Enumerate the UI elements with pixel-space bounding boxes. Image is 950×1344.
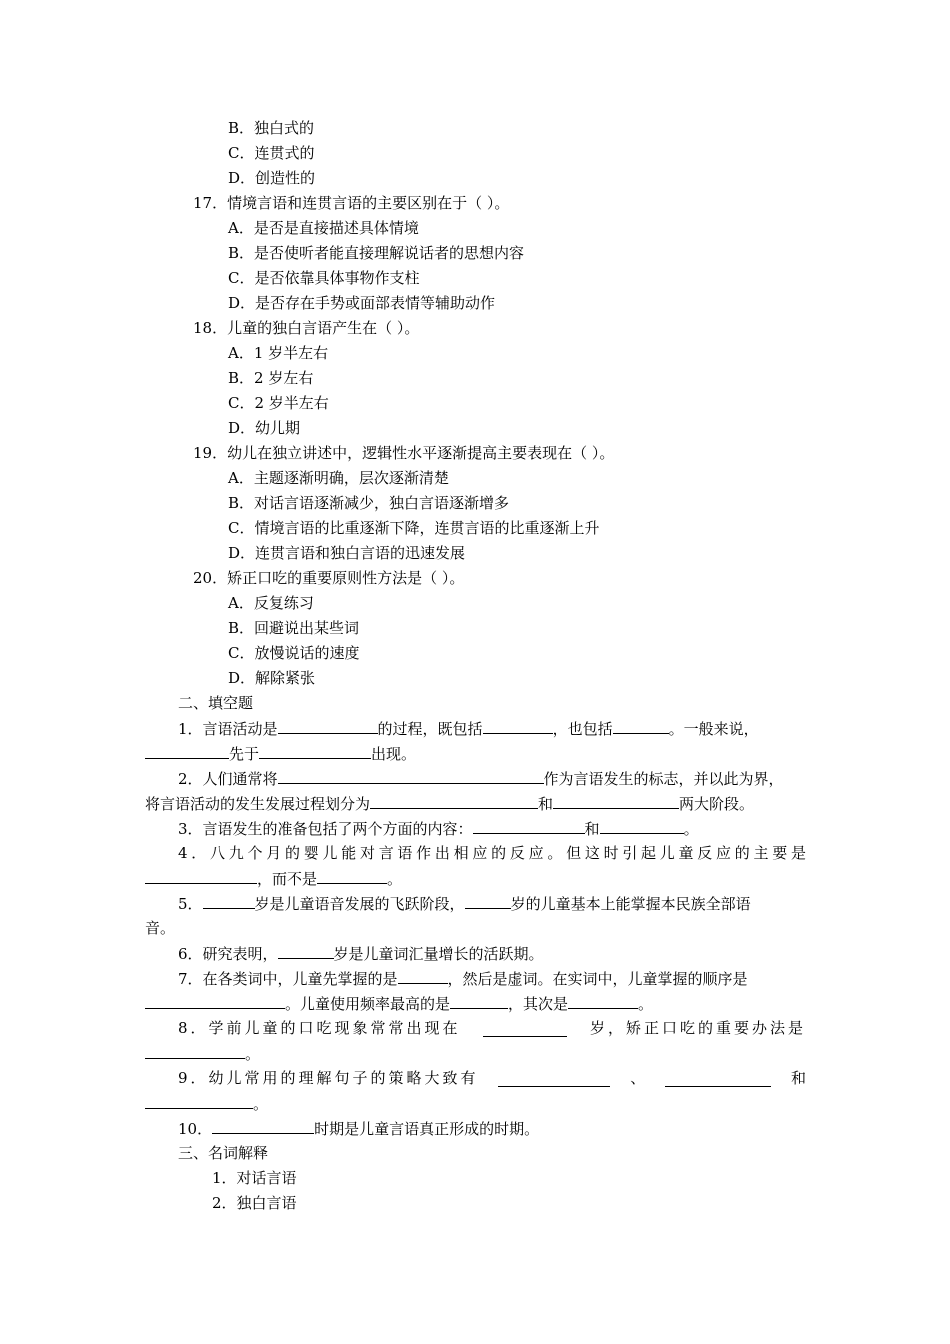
q17-stem: 17．情境言语和连贯言语的主要区别在于（ ）。	[193, 194, 510, 212]
fill-4-line-1: 4．八九个月的婴儿能对言语作出相应的反应。但这时引起儿童反应的主要是	[178, 844, 806, 862]
q20-stem: 20．矫正口吃的重要原则性方法是（ ）。	[193, 569, 465, 587]
q18-option-a: A．1 岁半左右	[228, 344, 329, 362]
fill-2-line-1: 2．人们通常将 作为言语发生的标志，并以此为界，	[178, 766, 784, 792]
q20-option-b: B．回避说出某些词	[228, 619, 360, 637]
fill-1-blank-5[interactable]	[259, 741, 371, 759]
fill-1-blank-3[interactable]	[613, 716, 669, 734]
fill-9-blank-3[interactable]	[145, 1091, 253, 1109]
term-1: 1．对话言语	[212, 1169, 297, 1187]
fill-8-blank-1[interactable]	[483, 1019, 567, 1037]
fill-1-line-2: 先于 出现。	[145, 741, 416, 767]
fill-7-line-1: 7．在各类词中，儿童先掌握的是 ，然后是虚词。在实词中，儿童掌握的顺序是	[178, 966, 748, 992]
fill-4-blank-1[interactable]	[145, 866, 257, 884]
fill-3-blank-2[interactable]	[600, 816, 684, 834]
q16-option-c: C．连贯式的	[228, 144, 315, 162]
fill-2-blank-1[interactable]	[278, 766, 544, 784]
q18-option-d: D．幼儿期	[228, 419, 301, 437]
q16-option-b: B．独白式的	[228, 119, 315, 137]
fill-5-blank-1[interactable]	[203, 891, 255, 909]
q19-option-a: A．主题逐渐明确，层次逐渐清楚	[228, 469, 449, 487]
q16-option-d: D．创造性的	[228, 169, 316, 187]
fill-8-line-2: 。	[145, 1041, 260, 1067]
q19-option-c: C．情境言语的比重逐渐下降，连贯言语的比重逐渐上升	[228, 519, 600, 537]
q19-stem: 19．幼儿在独立讲述中，逻辑性水平逐渐提高主要表现在（ ）。	[193, 444, 615, 462]
q18-stem: 18．儿童的独白言语产生在（ ）。	[193, 319, 420, 337]
fill-1-line-1: 1．言语活动是 的过程，既包括 ，也包括 。一般来说，	[178, 716, 759, 742]
q17-option-d: D．是否存在手势或面部表情等辅助动作	[228, 294, 496, 312]
fill-4-line-2: ，而不是 。	[145, 866, 402, 892]
fill-9-blank-1[interactable]	[498, 1069, 610, 1087]
q18-option-b: B．2 岁左右	[228, 369, 314, 387]
q17-option-c: C．是否依靠具体事物作支柱	[228, 269, 420, 287]
fill-9-blank-2[interactable]	[665, 1069, 771, 1087]
fill-2-blank-2[interactable]	[370, 791, 538, 809]
fill-7-blank-3[interactable]	[450, 991, 508, 1009]
fill-5-line-1: 5． 岁是儿童语音发展的飞跃阶段， 岁的儿童基本上能掌握本民族全部语	[178, 891, 751, 917]
fill-7-blank-2[interactable]	[145, 991, 285, 1009]
fill-7-line-2: 。儿童使用频率最高的是 ，其次是 。	[145, 991, 653, 1017]
fill-4-blank-2[interactable]	[317, 866, 387, 884]
fill-7-blank-4[interactable]	[568, 991, 638, 1009]
fill-1-blank-4[interactable]	[145, 741, 229, 759]
fill-3-blank-1[interactable]	[473, 816, 585, 834]
fill-10: 10． 时期是儿童言语真正形成的时期。	[178, 1116, 539, 1142]
fill-9-line-2: 。	[145, 1091, 268, 1117]
fill-9-line-1: 9．幼儿常用的理解句子的策略大致有 、 和	[178, 1069, 806, 1087]
q17-option-a: A．是否是直接描述具体情境	[228, 219, 419, 237]
q20-option-c: C．放慢说话的速度	[228, 644, 360, 662]
q20-option-a: A．反复练习	[228, 594, 314, 612]
fill-7-blank-1[interactable]	[398, 966, 448, 984]
section-terms-title: 三、名词解释	[178, 1144, 269, 1162]
fill-8-blank-2[interactable]	[145, 1041, 245, 1059]
fill-10-blank-1[interactable]	[212, 1116, 314, 1134]
fill-6-blank-1[interactable]	[278, 941, 334, 959]
fill-5-blank-2[interactable]	[465, 891, 511, 909]
q18-option-c: C．2 岁半左右	[228, 394, 329, 412]
fill-6: 6．研究表明， 岁是儿童词汇量增长的活跃期。	[178, 941, 544, 967]
fill-3: 3．言语发生的准备包括了两个方面的内容： 和 。	[178, 816, 699, 842]
q19-option-b: B．对话言语逐渐减少，独白言语逐渐增多	[228, 494, 510, 512]
q20-option-d: D．解除紧张	[228, 669, 316, 687]
q17-option-b: B．是否使听者能直接理解说话者的思想内容	[228, 244, 525, 262]
term-2: 2．独白言语	[212, 1194, 297, 1212]
q19-option-d: D．连贯言语和独白言语的迅速发展	[228, 544, 466, 562]
fill-5-line-2: 音。	[145, 919, 176, 937]
fill-1-blank-2[interactable]	[483, 716, 553, 734]
fill-1-blank-1[interactable]	[278, 716, 378, 734]
section-fill-in-title: 二、填空题	[178, 694, 254, 712]
fill-2-blank-3[interactable]	[553, 791, 679, 809]
fill-2-line-2: 将言语活动的发生发展过程划分为 和 两大阶段。	[145, 791, 754, 817]
fill-8-line-1: 8．学前儿童的口吃现象常常出现在 岁，矫正口吃的重要办法是	[178, 1019, 806, 1037]
